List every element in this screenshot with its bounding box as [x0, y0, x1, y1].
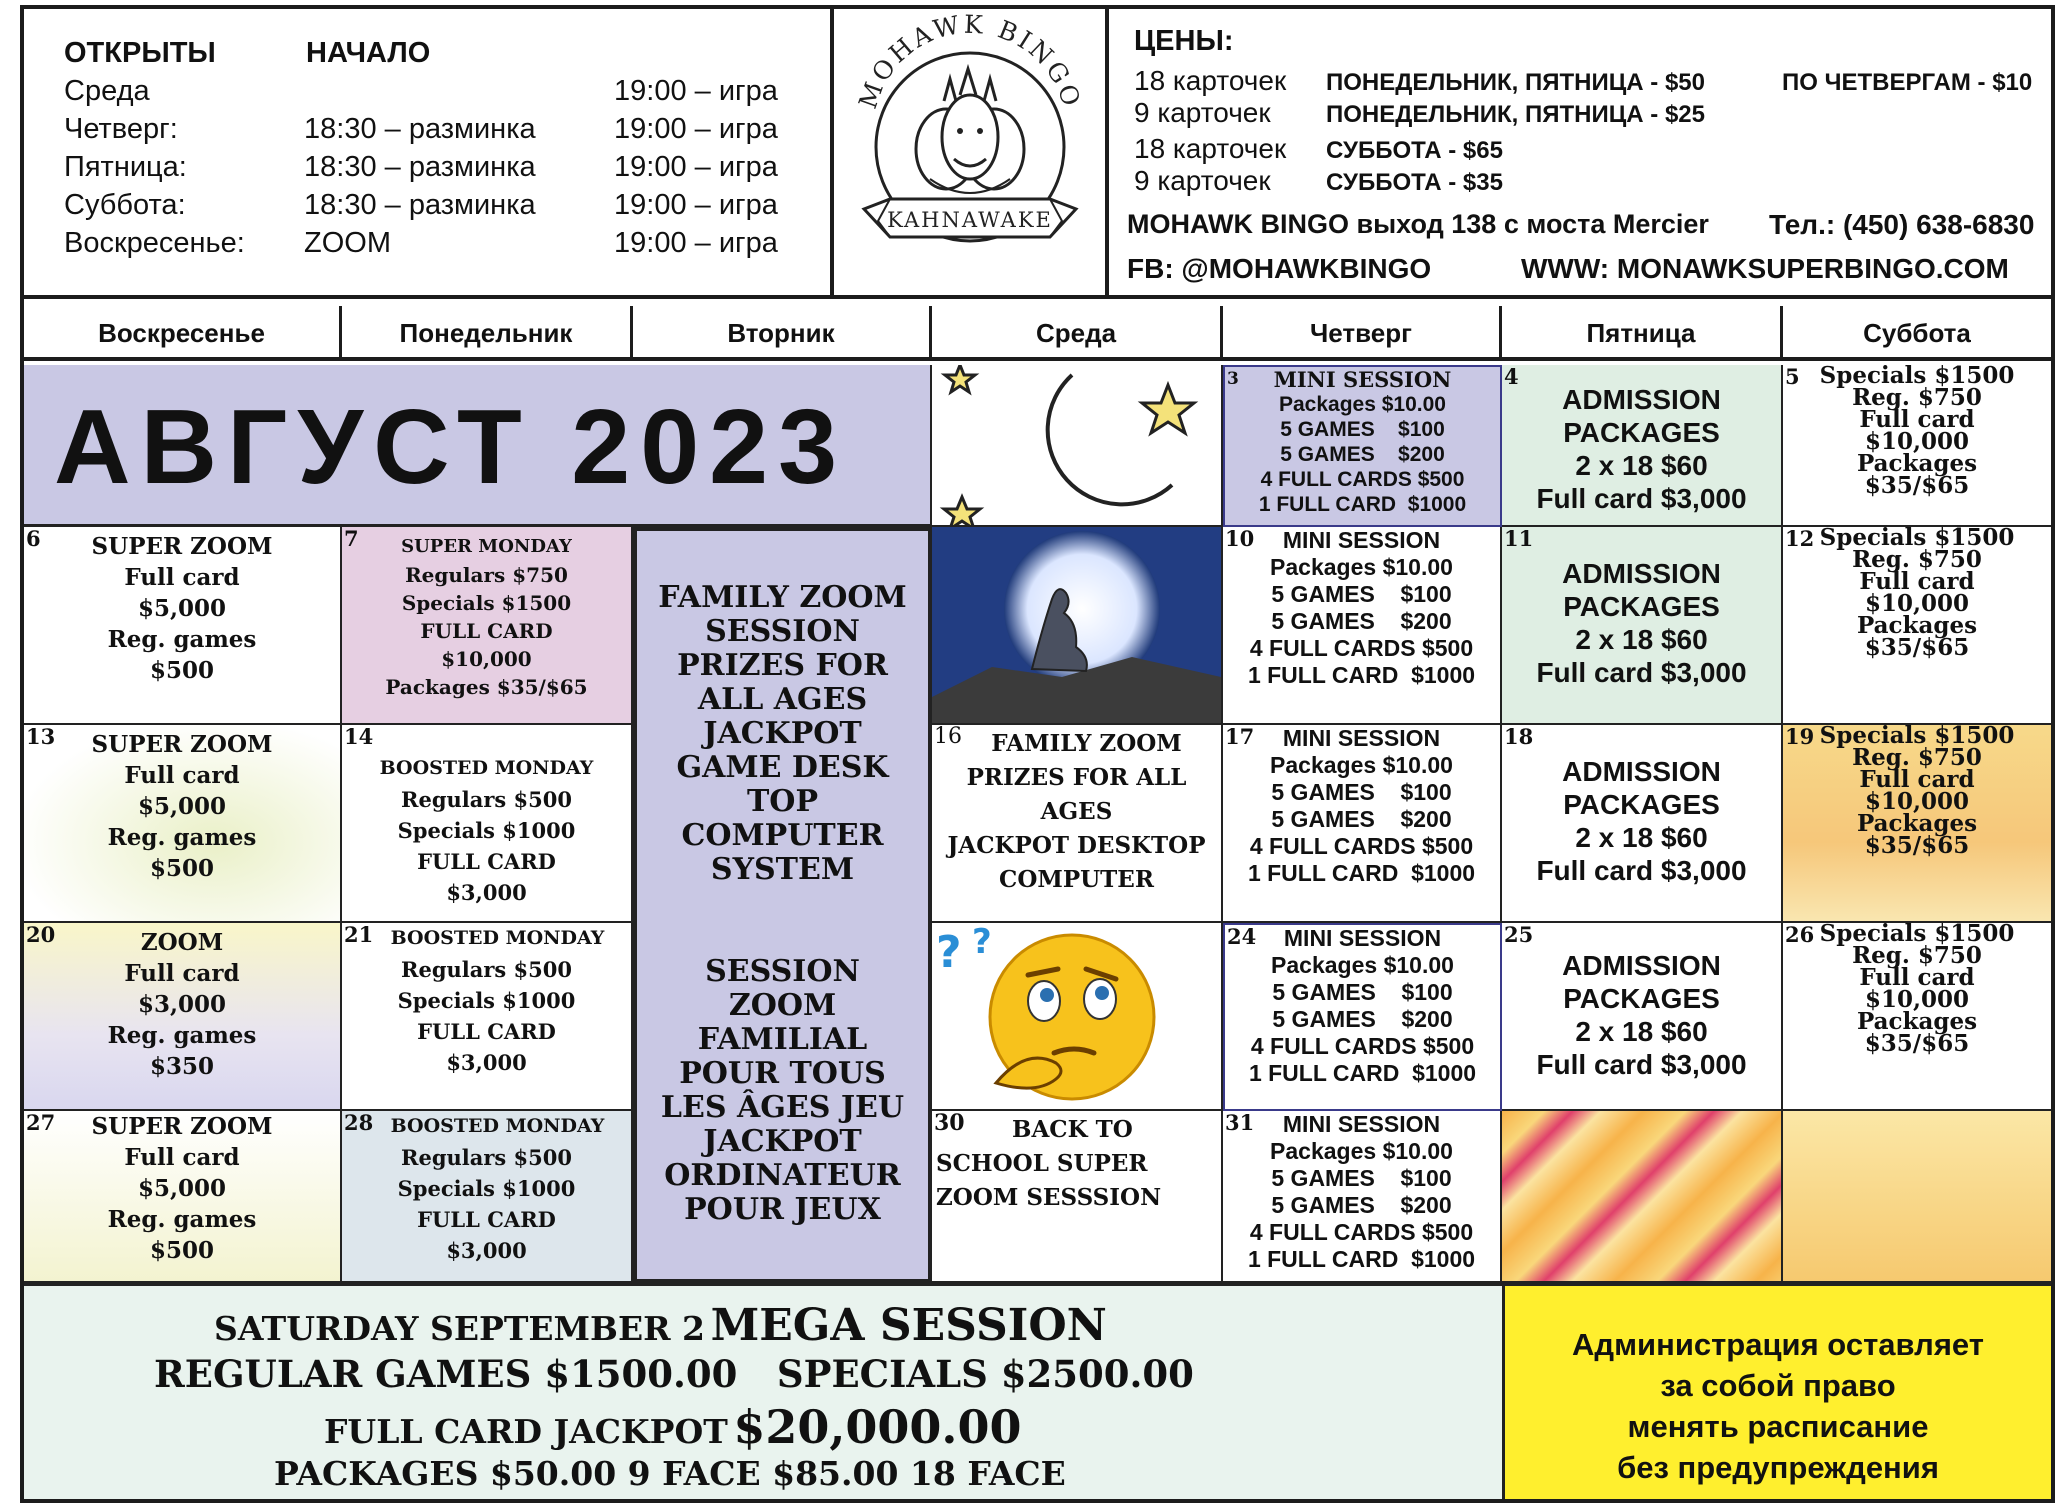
day-cell-13: 13 SUPER ZOOM Full card $5,000 Reg. games $500 [24, 725, 342, 923]
mega-line-1: SATURDAY SEPTEMBER 2 MEGA SESSION [214, 1300, 1107, 1351]
day-cell-11: 11 ADMISSION PACKAGES 2 x 18 $60 Full card $3,000 [1502, 527, 1783, 725]
day-cell-3: 3 MINI SESSION Packages $10.00 5 GAMES $100 5 GAMES $200 4 FULL CARDS $500 1 FULL CARD $1000 [1223, 365, 1502, 527]
price-row: 18 карточек СУББОТА - $65 [1134, 133, 1503, 164]
day-cell-28: 28 BOOSTED MONDAY Regulars $500 Specials $1000 FULL CARD $3,000 [342, 1111, 633, 1283]
weekday-friday: Пятница [1502, 306, 1783, 360]
day-cell-27: 27 SUPER ZOOM Full card $5,000 Reg. games $500 [24, 1111, 342, 1283]
day-cell-4: 4 ADMISSION PACKAGES 2 x 18 $60 Full card $3,000 [1502, 365, 1783, 527]
opening-hours: ОТКРЫТЫ НАЧАЛО Среда 19:00 – игра Четверг: 18:30 – разминка 19:00 – игра Пятница: 18:30 – разминка 19:00 – игра Суббота: 18:30 – разминка 19:00 – игра Воскресенье: ZOOM 19:00 – игра [24, 9, 834, 295]
day-cell-6: 6 SUPER ZOOM Full card $5,000 Reg. games $500 [24, 527, 342, 725]
mega-line-3: FULL CARD JACKPOT $20,000.00 [324, 1400, 1022, 1454]
weekday-thursday: Четверг [1223, 306, 1502, 360]
logo-ribbon-text: KAHNAWAKE [887, 208, 1053, 232]
price-row: 9 карточек СУББОТА - $35 [1134, 165, 1503, 196]
prices-panel [1109, 9, 2051, 295]
weekday-saturday: Суббота [1863, 317, 1971, 348]
decorative-stripes-friday [1502, 1111, 1783, 1283]
address-line: MOHAWK BINGO выход 138 с моста Mercier [1127, 209, 1709, 239]
month-title-banner [24, 365, 932, 527]
website-line[interactable]: WWW: MONAWKSUPERBINGO.COM [1521, 253, 2009, 284]
phone-line: Тел.: (450) 638-6830 [1769, 209, 2035, 240]
day-cell-21: 21 BOOSTED MONDAY Regulars $500 Specials $1000 FULL CARD $3,000 [342, 923, 633, 1111]
day-cell-18: 18 ADMISSION PACKAGES 2 x 18 $60 Full card $3,000 [1502, 725, 1783, 923]
day-cell-19: 19 Specials $1500 Reg. $750 Full card $10,000 Packages $35/$65 [1783, 725, 2051, 923]
day-cell-30: 30 BACK TO SCHOOL SUPER ZOOM SESSSION [932, 1111, 1223, 1283]
weekday-wednesday: Среда [932, 306, 1223, 360]
day-cell-17: 17 MINI SESSION Packages $10.00 5 GAMES $100 5 GAMES $200 4 FULL CARDS $500 1 FULL CARD $1000 [1223, 725, 1502, 923]
day-cell-25: 25 ADMISSION PACKAGES 2 x 18 $60 Full card $3,000 [1502, 923, 1783, 1111]
month-title: АВГУСТ 2023 [54, 388, 848, 506]
weekday-sunday: Воскресенье [24, 306, 342, 360]
svg-text:?: ? [972, 923, 992, 962]
tuesday-english-text: FAMILY ZOOM SESSION PRIZES FOR ALL AGES JACKPOT GAME DESK TOP COMPUTER SYSTEM [658, 580, 907, 887]
day-cell-12: 12 Specials $1500 Reg. $750 Full card $10,000 Packages $35/$65 [1783, 527, 2051, 725]
weekday-monday: Понедельник [342, 306, 633, 360]
bingo-calendar-page [20, 5, 2055, 1503]
day-cell-31: 31 MINI SESSION Packages $10.00 5 GAMES $100 5 GAMES $200 4 FULL CARDS $500 1 FULL CARD $1000 [1223, 1111, 1502, 1283]
day-cell-7: 7 SUPER MONDAY Regulars $750 Specials $1500 FULL CARD $10,000 Packages $35/$65 [342, 527, 633, 725]
logo-arc-text: MOHAWK BINGO [853, 9, 1087, 113]
day-cell-5: 5 Specials $1500 Reg. $750 Full card $10,000 Packages $35/$65 [1783, 365, 2051, 527]
facebook-line[interactable]: FB: @MOHAWKBINGO [1127, 253, 1432, 284]
wolf-moon-picture [932, 527, 1223, 725]
prices-title: ЦЕНЫ: [1134, 25, 1234, 57]
price-row: 9 карточек ПОНЕДЕЛЬНИК, ПЯТНИЦА - $25 [1134, 97, 1705, 128]
open-label: ОТКРЫТЫ [64, 37, 216, 69]
day-cell-24: 24 MINI SESSION Packages $10.00 5 GAMES $100 5 GAMES $200 4 FULL CARDS $500 1 FULL CARD $1000 [1223, 923, 1502, 1111]
mega-line-2: REGULAR GAMES $1500.00 SPECIALS $2500.00 [154, 1352, 1194, 1396]
day-cell-16: 16 FAMILY ZOOM PRIZES FOR ALL AGES JACKPOT DESKTOP COMPUTER [932, 725, 1223, 923]
weekday-tuesday: Вторник [633, 306, 932, 360]
tuesday-family-zoom-block [633, 527, 932, 1283]
thinking-emoji-picture [932, 923, 1223, 1111]
start-label: НАЧАЛО [306, 37, 431, 69]
tuesday-french-text: SESSION ZOOM FAMILIAL POUR TOUS LES ÂGES JEU JACKPOT ORDINATEUR POUR JEUX [660, 954, 905, 1227]
mega-session-banner [24, 1283, 1502, 1499]
decorative-gradient-saturday [1783, 1111, 2051, 1283]
day-cell-20: 20 ZOOM Full card $3,000 Reg. games $350 [24, 923, 342, 1111]
mega-line-4: PACKAGES $50.00 9 FACE $85.00 18 FACE [274, 1454, 1066, 1493]
moon-picture [932, 365, 1223, 527]
mohawk-bingo-logo [834, 9, 1109, 295]
native-heads-emblem [916, 69, 1024, 193]
price-row: 18 карточек ПОНЕДЕЛЬНИК, ПЯТНИЦА - $50 ПО ЧЕТВЕРГАМ - $10 [1134, 65, 2033, 96]
schedule-change-notice: Администрация оставляет за собой право менять расписание без предупреждения [1502, 1283, 2051, 1499]
day-cell-26: 26 Specials $1500 Reg. $750 Full card $10,000 Packages $35/$65 [1783, 923, 2051, 1111]
header-section [24, 9, 2051, 299]
day-cell-10: 10 MINI SESSION Packages $10.00 5 GAMES $100 5 GAMES $200 4 FULL CARDS $500 1 FULL CARD $1000 [1223, 527, 1502, 725]
day-cell-14: 14 BOOSTED MONDAY Regulars $500 Specials $1000 FULL CARD $3,000 [342, 725, 633, 923]
svg-text:?: ? [936, 927, 962, 978]
